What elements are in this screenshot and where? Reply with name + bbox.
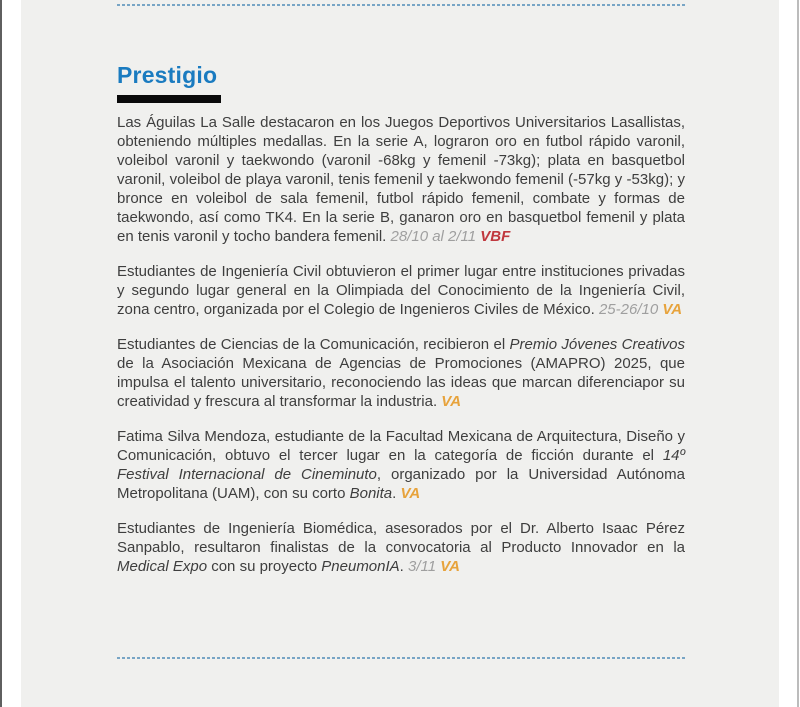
section-title: Prestigio [117,62,218,88]
title-underline-bar [117,95,221,103]
text-segment-body: con su proyecto [207,558,322,575]
paragraph [117,427,685,503]
text-segment-body: . [392,485,401,502]
right-border-line [797,0,799,707]
content-column [117,0,685,576]
paragraph-list [117,113,685,576]
text-segment-credit-orange: VA [400,485,421,502]
text-segment-date: 3/11 [408,558,441,575]
paragraph [117,113,685,246]
text-segment-date: 28/10 al 2/11 [390,228,481,245]
text-segment-body: Estudiantes de Ingeniería Civil obtuvieron el primer lugar entre instituciones privadas y segundo lugar general en la Olimpiada del Conocimiento de la Ingeniería Civil, zona centro, organizada por el Colegio de Ingenieros Civiles de México. [117,263,685,318]
text-segment-date: 25-26/10 [598,301,663,318]
text-segment-italic: PneumonIA [321,558,400,575]
text-segment-italic: Medical Expo [117,558,208,575]
text-segment-body: Estudiantes de Ingeniería Biomédica, asesorados por el Dr. Alberto Isaac Pérez Sanpablo, resultaron finalistas de la convocatoria al Producto Innovador en la [117,520,685,556]
text-segment-body: Fatima Silva Mendoza, estudiante de la Facultad Mexicana de Arquitectura, Diseño y Comunicación, obtuvo el tercer lugar en la categoría de ficción durante el [117,428,685,464]
paragraph [117,519,685,576]
text-segment-credit-orange: VA [662,301,683,318]
left-accent-line [0,0,2,707]
paragraph [117,262,685,319]
text-segment-credit-orange: VA [440,558,460,575]
text-segment-credit-red: VBF [480,228,511,245]
text-segment-italic: Premio Jóvenes Creativos [509,336,685,353]
text-segment-italic: 14º Festival Internacional de Cineminuto [117,447,685,483]
text-segment-credit-orange: VA [441,393,462,410]
text-segment-body: de la Asociación Mexicana de Agencias de Promociones (AMAPRO) 2025, que impulsa el talento universitario, reconociendo las ideas que marcan diferenciapor su creatividad y frescura al transformar la industria. [117,355,685,410]
text-segment-body: Estudiantes de Ciencias de la Comunicación, recibieron el [117,336,510,353]
dashed-divider-bottom [117,657,686,659]
text-segment-body: , organizado por la Universidad Autónoma Metropolitana (UAM), con su corto [117,466,685,502]
text-segment-body: Las Águilas La Salle destacaron en los Juegos Deportivos Universitarios Lasallistas, obteniendo múltiples medallas. En la serie A, lograron oro en futbol rápido varonil, voleibol varonil y taekwondo (varonil -68kg y femenil -73kg); plata en basquetbol varonil, voleibol de playa varonil, tenis femenil y taekwondo femenil (-57kg y -53kg); y bronce en voleibol de sala femenil, futbol rápido femenil, combate y formas de taekwondo, así como TK4. En la serie B, ganaron oro en basquetbol femenil y plata en tenis varonil y tocho bandera femenil. [117,114,685,245]
text-segment-body: . [399,558,409,575]
text-segment-italic: Bonita [349,485,393,502]
paragraph [117,335,685,411]
